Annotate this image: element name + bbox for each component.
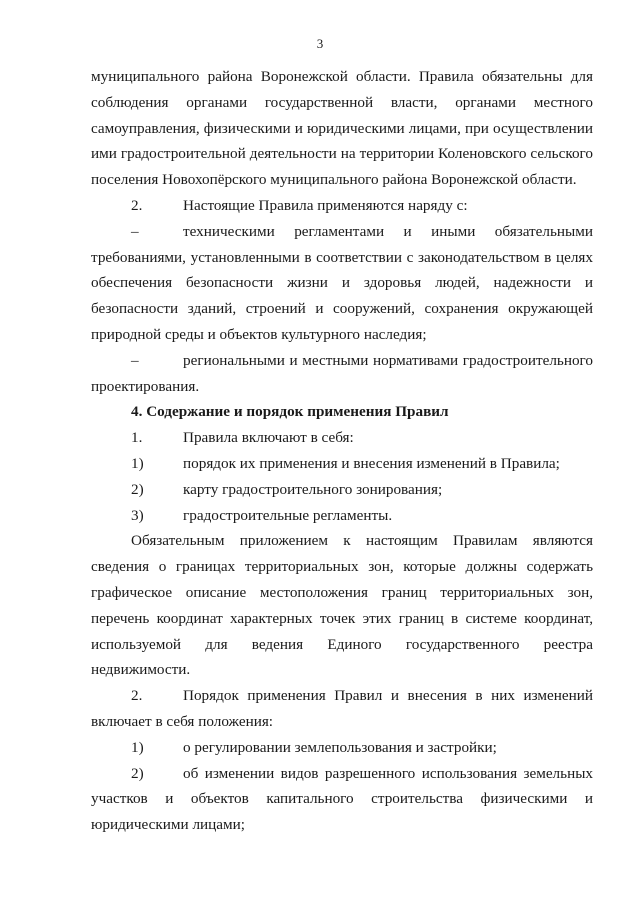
page-number: 3 <box>316 36 324 51</box>
paragraph-number: 1. <box>131 429 143 447</box>
list-item-text: об изменении видов разрешенного использования земельных участков и объектов капитального строительства физическими и юридическими лицами; <box>91 764 593 834</box>
list-marker: 3) <box>131 506 144 524</box>
list-item <box>91 735 593 761</box>
dash-marker: – <box>131 222 139 240</box>
list-item-text: карту градостроительного зонирования; <box>183 480 443 498</box>
numbered-paragraph <box>91 683 593 735</box>
document-body <box>91 64 593 838</box>
list-marker: 1) <box>131 738 144 756</box>
list-item-text: градостроительные регламенты. <box>183 506 393 524</box>
list-item <box>91 477 593 503</box>
paragraph-number: 2. <box>131 687 143 705</box>
paragraph-text: Правила включают в себя: <box>183 429 354 447</box>
paragraph-text: Порядок применения Правил и внесения в них изменений включает в себя положения: <box>91 687 593 730</box>
list-item <box>91 451 593 477</box>
list-item-text: о регулировании землепользования и застройки; <box>183 738 497 756</box>
numbered-paragraph <box>91 425 593 451</box>
paragraph: Обязательным приложением к настоящим Правилам являются сведения о границах территориальных зон, которые должны содержать графическое описание местоположения границ территориальных зон, перечень координат характерных точек этих границ в системе координат, используемой для ведения Единого государственного реестра недвижимости. <box>91 532 593 679</box>
dash-item <box>91 219 593 348</box>
list-item <box>91 761 593 838</box>
paragraph: муниципального района Воронежской области. Правила обязательны для соблюдения органами государственной власти, органами местного самоуправления, физическими и юридическими лицами, при осуществлении ими градостроительной деятельности на территории Коленовского сельского поселения Новохопёрского муниципального района Воронежской области. <box>91 68 593 189</box>
list-marker: 2) <box>131 764 144 782</box>
list-item-text: порядок их применения и внесения изменений в Правила; <box>183 454 560 472</box>
numbered-paragraph <box>91 193 593 219</box>
list-item <box>91 503 593 529</box>
dash-marker: – <box>131 351 139 369</box>
list-marker: 2) <box>131 480 144 498</box>
list-marker: 1) <box>131 454 144 472</box>
paragraph-number: 2. <box>131 196 143 214</box>
section-heading: 4. Содержание и порядок применения Правил <box>131 403 449 421</box>
dash-item-text: региональными и местными нормативами градостроительного проектирования. <box>91 351 593 395</box>
dash-item <box>91 348 593 400</box>
dash-item-text: техническими регламентами и иными обязательными требованиями, установленными в соответствии с законодательством в целях обеспечения безопасности жизни и здоровья людей, надежности и безопасности зданий, строений и сооружений, сохранения окружающей природной среды и объектов культурного наследия; <box>91 222 593 343</box>
paragraph-text: Настоящие Правила применяются наряду с: <box>183 196 468 214</box>
